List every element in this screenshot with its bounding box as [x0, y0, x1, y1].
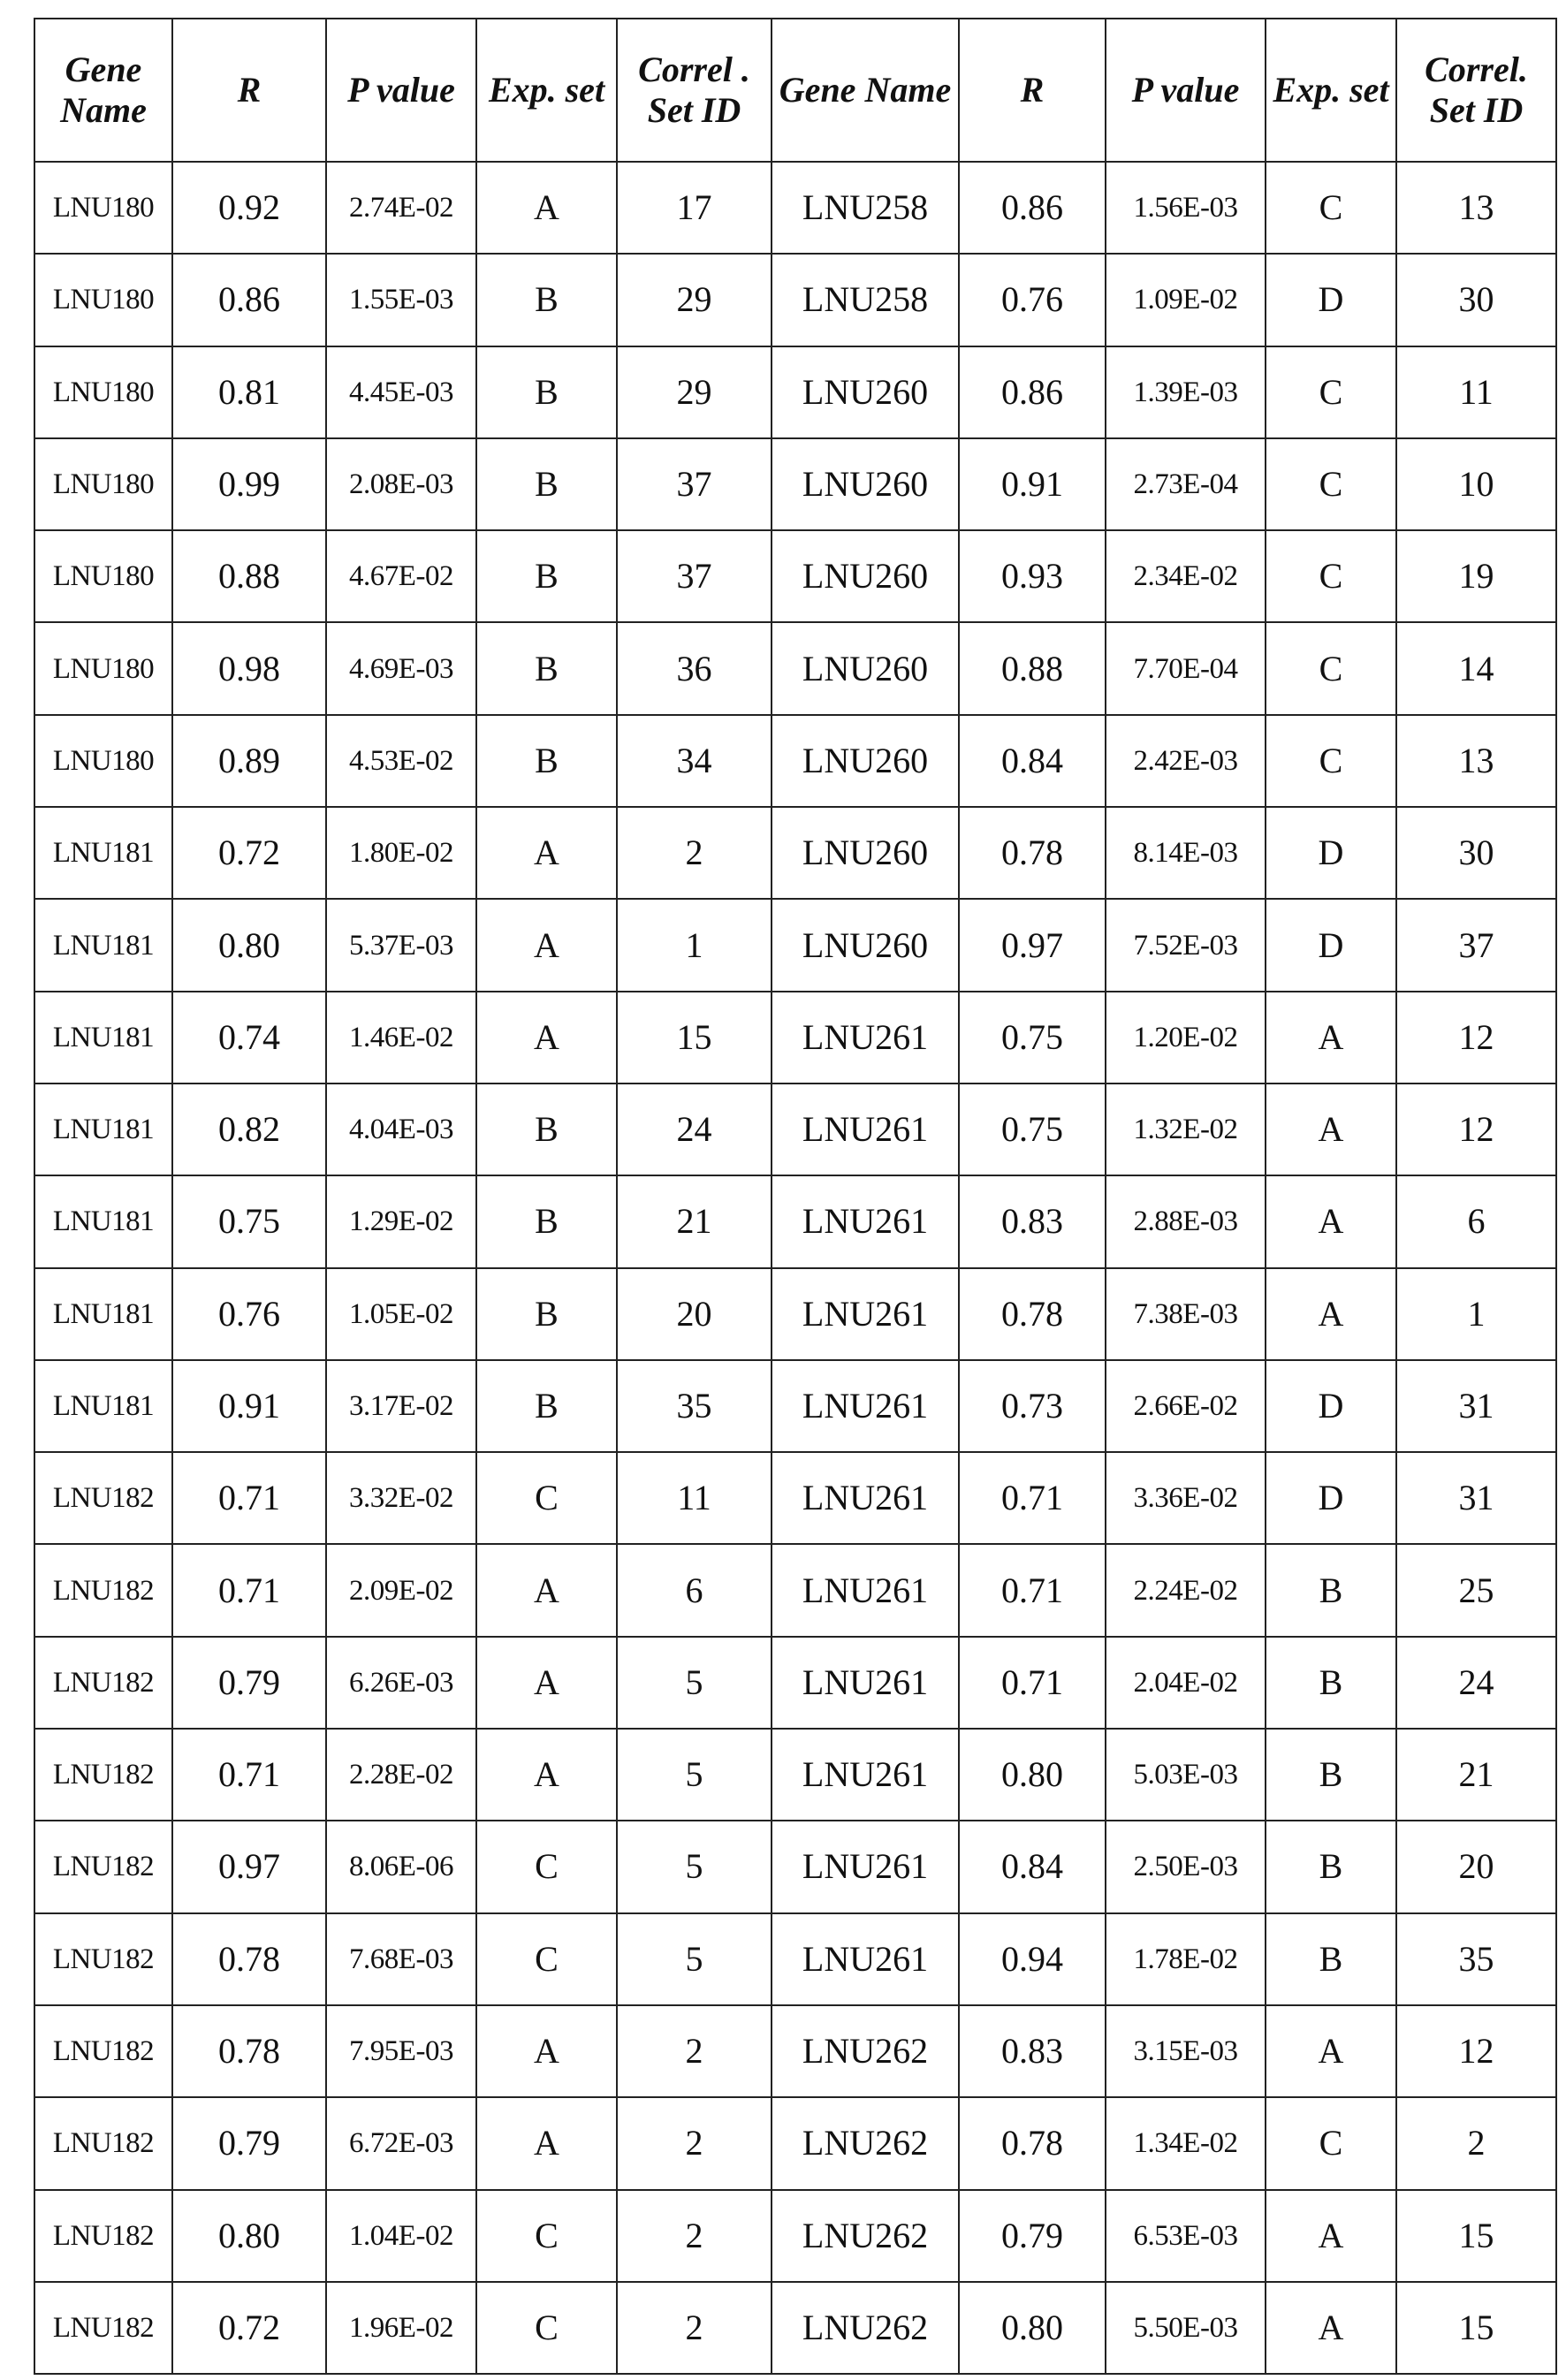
- table-row: [34, 1268, 1556, 1360]
- left-p-value-cell: 7.68E-03: [326, 1913, 476, 2005]
- right-gene-name-cell: LNU260: [772, 807, 959, 899]
- left-r-value-cell: 0.72: [172, 807, 326, 899]
- left-correl-set-id-cell: 2: [617, 2005, 772, 2097]
- left-p-value-cell: 1.46E-02: [326, 992, 476, 1084]
- right-correl-set-id-cell: 35: [1396, 1913, 1556, 2005]
- right-p-value-cell: 2.73E-04: [1106, 438, 1266, 530]
- right-exp-set-cell: C: [1266, 622, 1396, 714]
- right-gene-name-cell: LNU260: [772, 622, 959, 714]
- right-gene-name-cell: LNU261: [772, 1821, 959, 1912]
- left-gene-name-cell: LNU181: [34, 992, 172, 1084]
- header-r-2: R: [959, 19, 1106, 162]
- left-gene-name-cell: LNU182: [34, 1452, 172, 1544]
- left-correl-set-id-cell: 36: [617, 622, 772, 714]
- header-correl-set-id: Correl . Set ID: [617, 19, 772, 162]
- right-p-value-cell: 7.38E-03: [1106, 1268, 1266, 1360]
- right-r-value-cell: 0.94: [959, 1913, 1106, 2005]
- left-correl-set-id-cell: 37: [617, 438, 772, 530]
- left-p-value-cell: 6.26E-03: [326, 1637, 476, 1729]
- left-exp-set-cell: B: [476, 1268, 617, 1360]
- left-gene-name-cell: LNU182: [34, 1544, 172, 1636]
- left-p-value-cell: 4.45E-03: [326, 346, 476, 438]
- left-exp-set-cell: A: [476, 992, 617, 1084]
- right-correl-set-id-cell: 31: [1396, 1452, 1556, 1544]
- right-correl-set-id-cell: 15: [1396, 2282, 1556, 2374]
- left-exp-set-cell: B: [476, 622, 617, 714]
- right-p-value-cell: 1.39E-03: [1106, 346, 1266, 438]
- left-r-value-cell: 0.72: [172, 2282, 326, 2374]
- left-p-value-cell: 6.72E-03: [326, 2097, 476, 2189]
- left-correl-set-id-cell: 5: [617, 1729, 772, 1821]
- left-r-value-cell: 0.75: [172, 1175, 326, 1267]
- right-correl-set-id-cell: 20: [1396, 1821, 1556, 1912]
- right-exp-set-cell: C: [1266, 346, 1396, 438]
- table-row: [34, 2097, 1556, 2189]
- left-correl-set-id-cell: 15: [617, 992, 772, 1084]
- left-gene-name-cell: LNU181: [34, 1175, 172, 1267]
- left-r-value-cell: 0.71: [172, 1729, 326, 1821]
- left-r-value-cell: 0.97: [172, 1821, 326, 1912]
- right-correl-set-id-cell: 30: [1396, 807, 1556, 899]
- left-gene-name-cell: LNU182: [34, 2097, 172, 2189]
- header-correl-set-id-2: Correl. Set ID: [1396, 19, 1556, 162]
- right-gene-name-cell: LNU261: [772, 1360, 959, 1452]
- left-r-value-cell: 0.99: [172, 438, 326, 530]
- right-p-value-cell: 2.42E-03: [1106, 715, 1266, 807]
- right-r-value-cell: 0.80: [959, 1729, 1106, 1821]
- right-gene-name-cell: LNU262: [772, 2005, 959, 2097]
- right-correl-set-id-cell: 2: [1396, 2097, 1556, 2189]
- left-correl-set-id-cell: 5: [617, 1821, 772, 1912]
- left-gene-name-cell: LNU182: [34, 1729, 172, 1821]
- left-gene-name-cell: LNU181: [34, 899, 172, 991]
- left-p-value-cell: 1.96E-02: [326, 2282, 476, 2374]
- right-correl-set-id-cell: 24: [1396, 1637, 1556, 1729]
- header-r: R: [172, 19, 326, 162]
- right-exp-set-cell: A: [1266, 1084, 1396, 1175]
- left-gene-name-cell: LNU181: [34, 807, 172, 899]
- right-r-value-cell: 0.80: [959, 2282, 1106, 2374]
- right-correl-set-id-cell: 12: [1396, 992, 1556, 1084]
- header-gene-name-2: Gene Name: [772, 19, 959, 162]
- table-row: [34, 992, 1556, 1084]
- right-p-value-cell: 7.52E-03: [1106, 899, 1266, 991]
- right-r-value-cell: 0.88: [959, 622, 1106, 714]
- left-gene-name-cell: LNU180: [34, 715, 172, 807]
- right-correl-set-id-cell: 13: [1396, 715, 1556, 807]
- right-r-value-cell: 0.83: [959, 1175, 1106, 1267]
- left-exp-set-cell: A: [476, 1729, 617, 1821]
- left-correl-set-id-cell: 24: [617, 1084, 772, 1175]
- table-row: [34, 1175, 1556, 1267]
- left-exp-set-cell: B: [476, 438, 617, 530]
- right-gene-name-cell: LNU260: [772, 438, 959, 530]
- left-p-value-cell: 1.55E-03: [326, 254, 476, 346]
- left-gene-name-cell: LNU181: [34, 1360, 172, 1452]
- header-row: [34, 19, 1556, 162]
- right-p-value-cell: 2.50E-03: [1106, 1821, 1266, 1912]
- left-gene-name-cell: LNU180: [34, 254, 172, 346]
- left-exp-set-cell: A: [476, 2097, 617, 2189]
- left-r-value-cell: 0.86: [172, 254, 326, 346]
- left-gene-name-cell: LNU181: [34, 1268, 172, 1360]
- header-gene-name: Gene Name: [34, 19, 172, 162]
- right-r-value-cell: 0.78: [959, 807, 1106, 899]
- right-gene-name-cell: LNU261: [772, 1913, 959, 2005]
- left-gene-name-cell: LNU182: [34, 2190, 172, 2282]
- left-correl-set-id-cell: 21: [617, 1175, 772, 1267]
- right-r-value-cell: 0.75: [959, 992, 1106, 1084]
- left-r-value-cell: 0.76: [172, 1268, 326, 1360]
- left-exp-set-cell: B: [476, 346, 617, 438]
- left-correl-set-id-cell: 2: [617, 807, 772, 899]
- left-exp-set-cell: B: [476, 715, 617, 807]
- right-p-value-cell: 2.88E-03: [1106, 1175, 1266, 1267]
- left-exp-set-cell: B: [476, 1175, 617, 1267]
- left-r-value-cell: 0.92: [172, 162, 326, 254]
- right-exp-set-cell: D: [1266, 807, 1396, 899]
- left-correl-set-id-cell: 2: [617, 2097, 772, 2189]
- right-exp-set-cell: D: [1266, 254, 1396, 346]
- table-row: [34, 1084, 1556, 1175]
- left-r-value-cell: 0.82: [172, 1084, 326, 1175]
- left-correl-set-id-cell: 2: [617, 2282, 772, 2374]
- left-correl-set-id-cell: 17: [617, 162, 772, 254]
- right-exp-set-cell: A: [1266, 1268, 1396, 1360]
- header-exp-set-2: Exp. set: [1266, 19, 1396, 162]
- right-gene-name-cell: LNU260: [772, 346, 959, 438]
- right-p-value-cell: 7.70E-04: [1106, 622, 1266, 714]
- left-exp-set-cell: C: [476, 2282, 617, 2374]
- right-gene-name-cell: LNU261: [772, 992, 959, 1084]
- left-gene-name-cell: LNU180: [34, 162, 172, 254]
- right-exp-set-cell: A: [1266, 2282, 1396, 2374]
- right-correl-set-id-cell: 19: [1396, 530, 1556, 622]
- right-exp-set-cell: D: [1266, 899, 1396, 991]
- left-gene-name-cell: LNU182: [34, 1821, 172, 1912]
- right-exp-set-cell: B: [1266, 1637, 1396, 1729]
- left-r-value-cell: 0.91: [172, 1360, 326, 1452]
- right-gene-name-cell: LNU261: [772, 1175, 959, 1267]
- left-exp-set-cell: A: [476, 807, 617, 899]
- right-r-value-cell: 0.91: [959, 438, 1106, 530]
- table-row: [34, 1637, 1556, 1729]
- left-exp-set-cell: C: [476, 1821, 617, 1912]
- right-r-value-cell: 0.86: [959, 162, 1106, 254]
- left-p-value-cell: 7.95E-03: [326, 2005, 476, 2097]
- right-gene-name-cell: LNU258: [772, 162, 959, 254]
- left-p-value-cell: 2.08E-03: [326, 438, 476, 530]
- right-p-value-cell: 2.34E-02: [1106, 530, 1266, 622]
- right-exp-set-cell: B: [1266, 1544, 1396, 1636]
- right-p-value-cell: 3.36E-02: [1106, 1452, 1266, 1544]
- left-p-value-cell: 1.04E-02: [326, 2190, 476, 2282]
- left-gene-name-cell: LNU182: [34, 2282, 172, 2374]
- right-correl-set-id-cell: 10: [1396, 438, 1556, 530]
- right-gene-name-cell: LNU261: [772, 1729, 959, 1821]
- right-gene-name-cell: LNU261: [772, 1084, 959, 1175]
- left-r-value-cell: 0.71: [172, 1544, 326, 1636]
- left-correl-set-id-cell: 2: [617, 2190, 772, 2282]
- left-gene-name-cell: LNU181: [34, 1084, 172, 1175]
- right-p-value-cell: 5.03E-03: [1106, 1729, 1266, 1821]
- left-p-value-cell: 2.09E-02: [326, 1544, 476, 1636]
- right-p-value-cell: 2.04E-02: [1106, 1637, 1266, 1729]
- table-row: [34, 2005, 1556, 2097]
- left-r-value-cell: 0.71: [172, 1452, 326, 1544]
- right-correl-set-id-cell: 30: [1396, 254, 1556, 346]
- right-exp-set-cell: A: [1266, 1175, 1396, 1267]
- left-p-value-cell: 4.04E-03: [326, 1084, 476, 1175]
- table-row: [34, 1821, 1556, 1912]
- left-correl-set-id-cell: 20: [617, 1268, 772, 1360]
- table-row: [34, 1452, 1556, 1544]
- table-row: [34, 622, 1556, 714]
- right-r-value-cell: 0.79: [959, 2190, 1106, 2282]
- table-row: [34, 899, 1556, 991]
- left-gene-name-cell: LNU180: [34, 346, 172, 438]
- right-correl-set-id-cell: 12: [1396, 1084, 1556, 1175]
- right-gene-name-cell: LNU261: [772, 1544, 959, 1636]
- left-gene-name-cell: LNU182: [34, 1637, 172, 1729]
- right-correl-set-id-cell: 14: [1396, 622, 1556, 714]
- right-exp-set-cell: B: [1266, 1821, 1396, 1912]
- left-p-value-cell: 1.80E-02: [326, 807, 476, 899]
- right-exp-set-cell: B: [1266, 1913, 1396, 2005]
- table-row: [34, 254, 1556, 346]
- table-row: [34, 2282, 1556, 2374]
- right-p-value-cell: 1.32E-02: [1106, 1084, 1266, 1175]
- table-row: [34, 807, 1556, 899]
- right-gene-name-cell: LNU258: [772, 254, 959, 346]
- table-row: [34, 530, 1556, 622]
- right-correl-set-id-cell: 25: [1396, 1544, 1556, 1636]
- table-row: [34, 438, 1556, 530]
- right-r-value-cell: 0.71: [959, 1544, 1106, 1636]
- left-r-value-cell: 0.98: [172, 622, 326, 714]
- right-r-value-cell: 0.75: [959, 1084, 1106, 1175]
- left-exp-set-cell: C: [476, 1452, 617, 1544]
- left-r-value-cell: 0.78: [172, 2005, 326, 2097]
- left-r-value-cell: 0.78: [172, 1913, 326, 2005]
- left-exp-set-cell: B: [476, 254, 617, 346]
- right-p-value-cell: 5.50E-03: [1106, 2282, 1266, 2374]
- table-row: [34, 1544, 1556, 1636]
- right-exp-set-cell: D: [1266, 1452, 1396, 1544]
- right-exp-set-cell: C: [1266, 715, 1396, 807]
- right-exp-set-cell: B: [1266, 1729, 1396, 1821]
- left-r-value-cell: 0.80: [172, 899, 326, 991]
- right-p-value-cell: 2.24E-02: [1106, 1544, 1266, 1636]
- right-r-value-cell: 0.86: [959, 346, 1106, 438]
- right-exp-set-cell: D: [1266, 1360, 1396, 1452]
- table-row: [34, 1360, 1556, 1452]
- table-row: [34, 162, 1556, 254]
- right-r-value-cell: 0.83: [959, 2005, 1106, 2097]
- right-r-value-cell: 0.78: [959, 1268, 1106, 1360]
- left-p-value-cell: 2.74E-02: [326, 162, 476, 254]
- left-correl-set-id-cell: 11: [617, 1452, 772, 1544]
- right-gene-name-cell: LNU260: [772, 530, 959, 622]
- right-gene-name-cell: LNU261: [772, 1268, 959, 1360]
- right-gene-name-cell: LNU262: [772, 2190, 959, 2282]
- right-r-value-cell: 0.93: [959, 530, 1106, 622]
- right-r-value-cell: 0.97: [959, 899, 1106, 991]
- gene-correlation-table: [34, 18, 1557, 2375]
- left-r-value-cell: 0.79: [172, 2097, 326, 2189]
- left-p-value-cell: 3.32E-02: [326, 1452, 476, 1544]
- table-row: [34, 1729, 1556, 1821]
- right-r-value-cell: 0.78: [959, 2097, 1106, 2189]
- left-r-value-cell: 0.74: [172, 992, 326, 1084]
- left-r-value-cell: 0.79: [172, 1637, 326, 1729]
- right-r-value-cell: 0.84: [959, 715, 1106, 807]
- left-p-value-cell: 5.37E-03: [326, 899, 476, 991]
- left-p-value-cell: 2.28E-02: [326, 1729, 476, 1821]
- table-row: [34, 346, 1556, 438]
- left-exp-set-cell: A: [476, 2005, 617, 2097]
- table-row: [34, 1913, 1556, 2005]
- left-p-value-cell: 1.29E-02: [326, 1175, 476, 1267]
- right-p-value-cell: 1.09E-02: [1106, 254, 1266, 346]
- left-r-value-cell: 0.88: [172, 530, 326, 622]
- right-correl-set-id-cell: 12: [1396, 2005, 1556, 2097]
- right-gene-name-cell: LNU260: [772, 715, 959, 807]
- left-exp-set-cell: A: [476, 162, 617, 254]
- table-row: [34, 715, 1556, 807]
- right-r-value-cell: 0.84: [959, 1821, 1106, 1912]
- left-gene-name-cell: LNU182: [34, 1913, 172, 2005]
- right-correl-set-id-cell: 1: [1396, 1268, 1556, 1360]
- right-exp-set-cell: C: [1266, 162, 1396, 254]
- header-exp-set: Exp. set: [476, 19, 617, 162]
- left-gene-name-cell: LNU180: [34, 622, 172, 714]
- left-exp-set-cell: B: [476, 530, 617, 622]
- left-exp-set-cell: A: [476, 1637, 617, 1729]
- left-correl-set-id-cell: 29: [617, 346, 772, 438]
- left-exp-set-cell: C: [476, 1913, 617, 2005]
- right-exp-set-cell: A: [1266, 992, 1396, 1084]
- right-p-value-cell: 1.34E-02: [1106, 2097, 1266, 2189]
- left-correl-set-id-cell: 34: [617, 715, 772, 807]
- right-correl-set-id-cell: 15: [1396, 2190, 1556, 2282]
- left-correl-set-id-cell: 1: [617, 899, 772, 991]
- right-exp-set-cell: C: [1266, 530, 1396, 622]
- left-correl-set-id-cell: 5: [617, 1913, 772, 2005]
- right-exp-set-cell: A: [1266, 2190, 1396, 2282]
- right-r-value-cell: 0.71: [959, 1452, 1106, 1544]
- left-gene-name-cell: LNU180: [34, 438, 172, 530]
- left-p-value-cell: 1.05E-02: [326, 1268, 476, 1360]
- right-correl-set-id-cell: 31: [1396, 1360, 1556, 1452]
- left-p-value-cell: 4.67E-02: [326, 530, 476, 622]
- left-exp-set-cell: B: [476, 1360, 617, 1452]
- right-r-value-cell: 0.73: [959, 1360, 1106, 1452]
- right-p-value-cell: 8.14E-03: [1106, 807, 1266, 899]
- right-correl-set-id-cell: 13: [1396, 162, 1556, 254]
- right-exp-set-cell: C: [1266, 438, 1396, 530]
- left-exp-set-cell: B: [476, 1084, 617, 1175]
- left-gene-name-cell: LNU182: [34, 2005, 172, 2097]
- right-correl-set-id-cell: 11: [1396, 346, 1556, 438]
- left-correl-set-id-cell: 35: [617, 1360, 772, 1452]
- right-correl-set-id-cell: 21: [1396, 1729, 1556, 1821]
- right-p-value-cell: 6.53E-03: [1106, 2190, 1266, 2282]
- left-exp-set-cell: A: [476, 1544, 617, 1636]
- right-correl-set-id-cell: 37: [1396, 899, 1556, 991]
- left-r-value-cell: 0.81: [172, 346, 326, 438]
- left-p-value-cell: 4.53E-02: [326, 715, 476, 807]
- left-correl-set-id-cell: 6: [617, 1544, 772, 1636]
- left-gene-name-cell: LNU180: [34, 530, 172, 622]
- right-gene-name-cell: LNU262: [772, 2282, 959, 2374]
- right-p-value-cell: 1.56E-03: [1106, 162, 1266, 254]
- right-p-value-cell: 2.66E-02: [1106, 1360, 1266, 1452]
- right-r-value-cell: 0.71: [959, 1637, 1106, 1729]
- left-exp-set-cell: C: [476, 2190, 617, 2282]
- right-gene-name-cell: LNU260: [772, 899, 959, 991]
- right-p-value-cell: 3.15E-03: [1106, 2005, 1266, 2097]
- right-exp-set-cell: C: [1266, 2097, 1396, 2189]
- right-gene-name-cell: LNU261: [772, 1637, 959, 1729]
- left-p-value-cell: 8.06E-06: [326, 1821, 476, 1912]
- header-p-value: P value: [326, 19, 476, 162]
- left-correl-set-id-cell: 5: [617, 1637, 772, 1729]
- right-p-value-cell: 1.78E-02: [1106, 1913, 1266, 2005]
- left-correl-set-id-cell: 29: [617, 254, 772, 346]
- left-exp-set-cell: A: [476, 899, 617, 991]
- right-gene-name-cell: LNU261: [772, 1452, 959, 1544]
- left-p-value-cell: 3.17E-02: [326, 1360, 476, 1452]
- right-correl-set-id-cell: 6: [1396, 1175, 1556, 1267]
- left-correl-set-id-cell: 37: [617, 530, 772, 622]
- right-r-value-cell: 0.76: [959, 254, 1106, 346]
- table-row: [34, 2190, 1556, 2282]
- right-gene-name-cell: LNU262: [772, 2097, 959, 2189]
- left-r-value-cell: 0.80: [172, 2190, 326, 2282]
- header-p-value-2: P value: [1106, 19, 1266, 162]
- left-p-value-cell: 4.69E-03: [326, 622, 476, 714]
- left-r-value-cell: 0.89: [172, 715, 326, 807]
- right-exp-set-cell: A: [1266, 2005, 1396, 2097]
- right-p-value-cell: 1.20E-02: [1106, 992, 1266, 1084]
